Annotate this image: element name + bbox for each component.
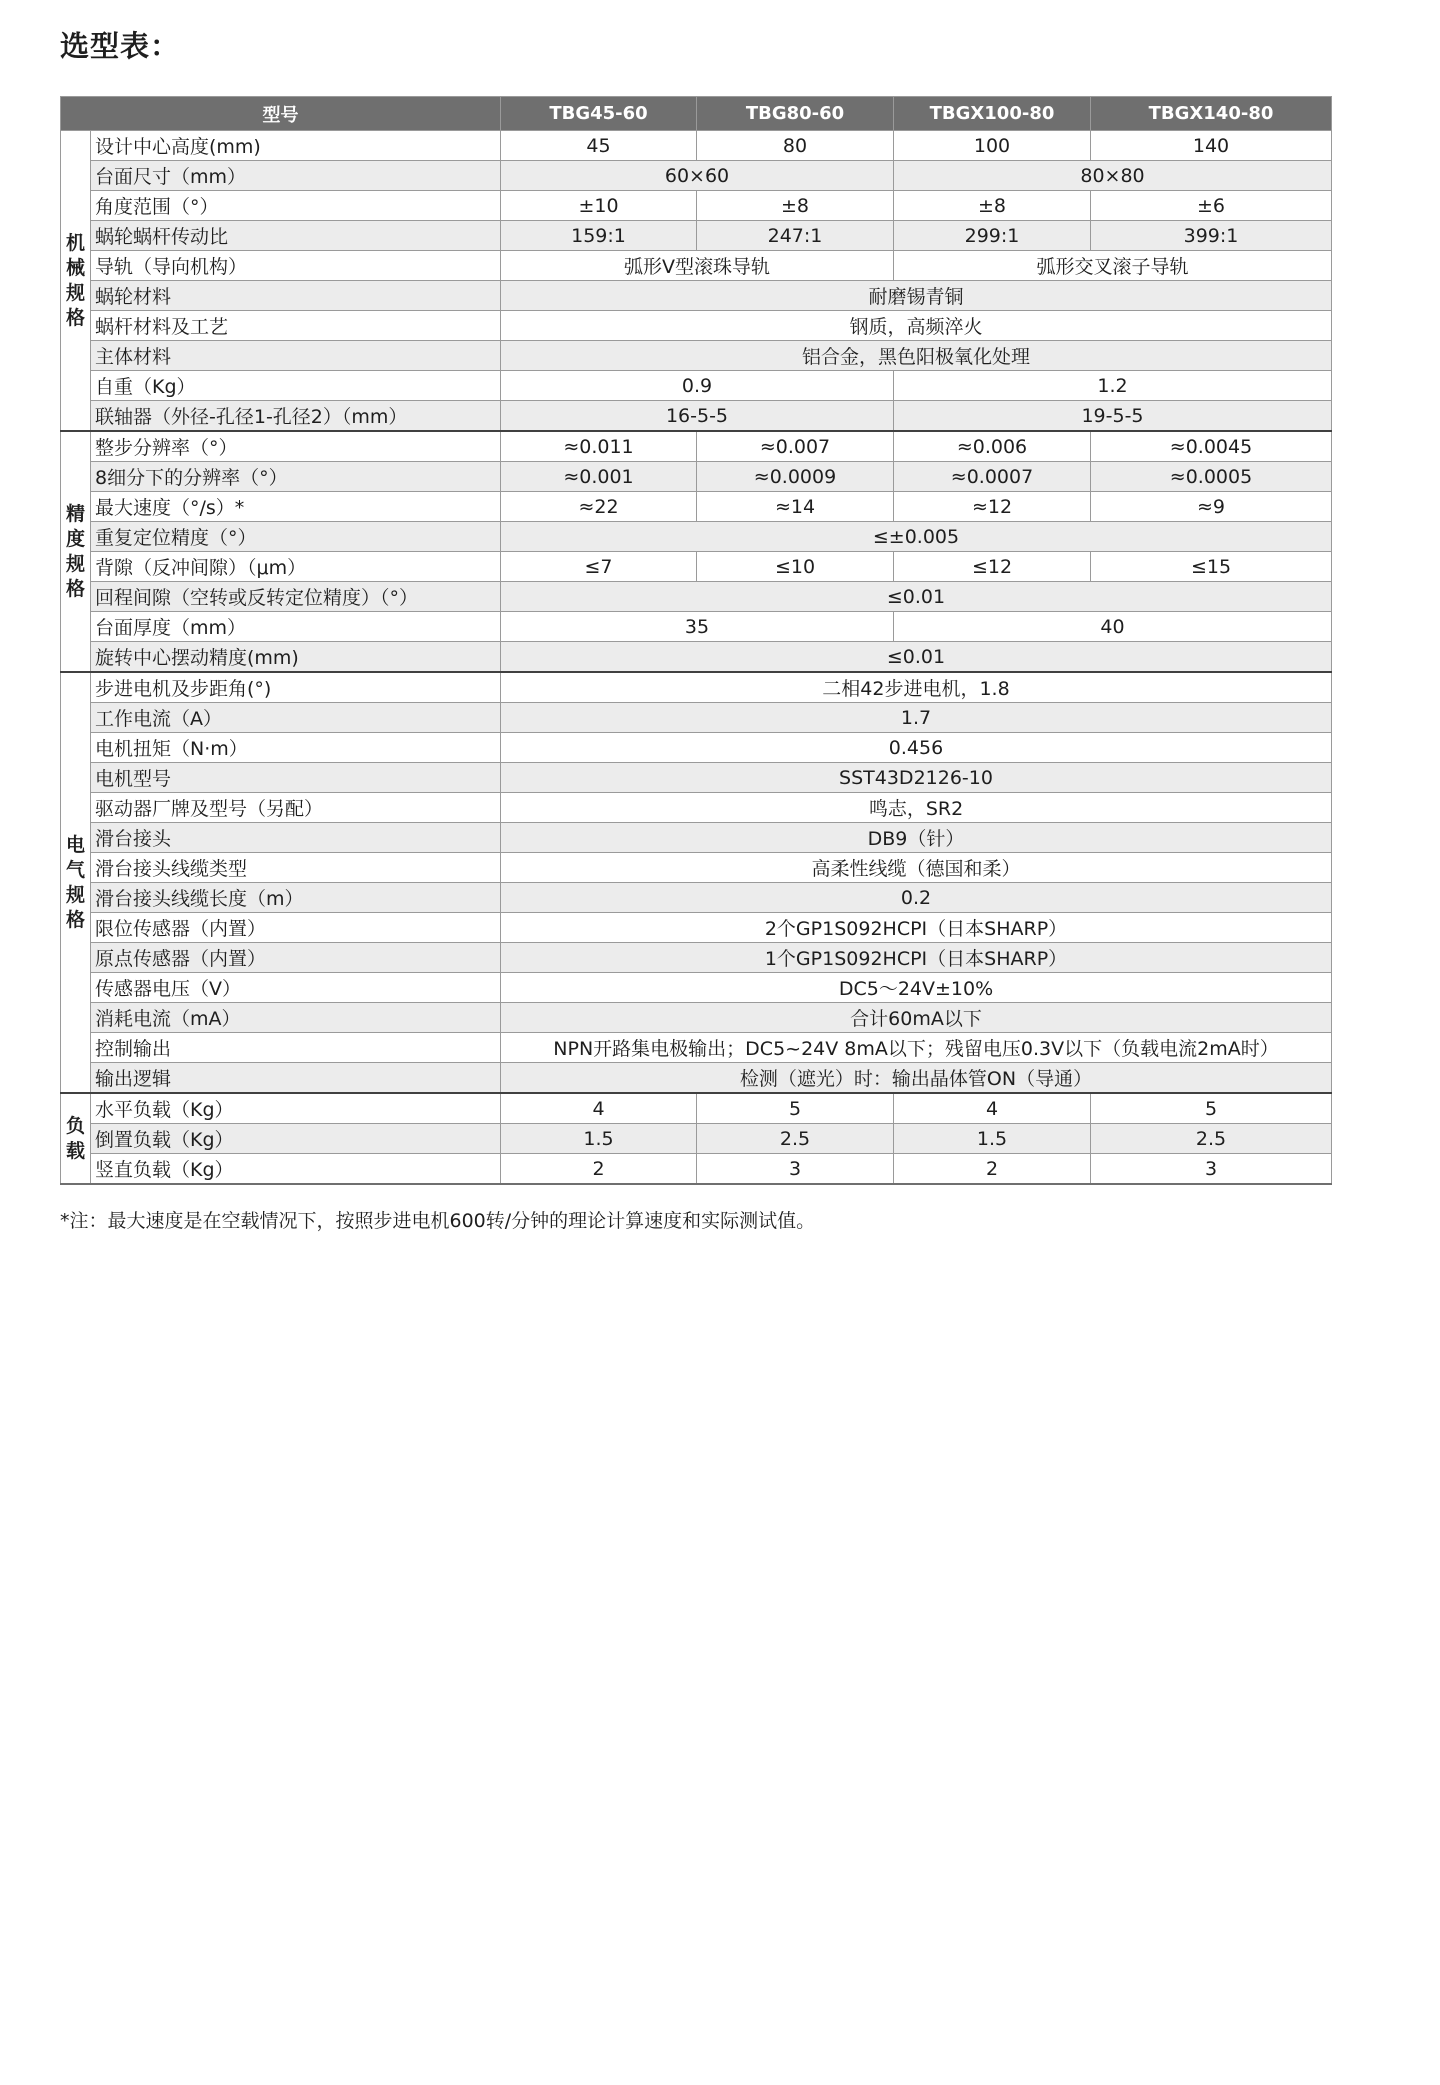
cell: 5 [697, 1093, 894, 1124]
cell: DC5～24V±10% [501, 973, 1332, 1003]
cell: 299:1 [894, 221, 1091, 251]
row-label: 电机型号 [91, 763, 501, 793]
table-row [61, 371, 1332, 401]
table-row [61, 1093, 1332, 1124]
cell: 16-5-5 [501, 401, 894, 432]
page-title: 选型表： [60, 29, 181, 63]
table-row [61, 793, 1332, 823]
cell: 4 [501, 1093, 697, 1124]
table-row [61, 552, 1332, 582]
cell: 0.456 [501, 733, 1332, 763]
cell: 1.5 [501, 1124, 697, 1154]
cell: ≈0.0007 [894, 462, 1091, 492]
row-label: 滑台接头线缆长度（m） [91, 883, 501, 913]
footnote: *注：最大速度是在空载情况下，按照步进电机600转/分钟的理论计算速度和实际测试值。 [60, 1210, 816, 1232]
cell: 检测（遮光）时：输出晶体管ON（导通） [501, 1063, 1332, 1094]
cell: ≈14 [697, 492, 894, 522]
cell: ±8 [894, 191, 1091, 221]
row-label: 输出逻辑 [91, 1063, 501, 1094]
table-row [61, 703, 1332, 733]
row-label: 蜗轮蜗杆传动比 [91, 221, 501, 251]
cell: ≈0.001 [501, 462, 697, 492]
cell: 5 [1091, 1093, 1332, 1124]
cell: 159:1 [501, 221, 697, 251]
row-label: 背隙（反冲间隙）（μm） [91, 552, 501, 582]
row-label: 工作电流（A） [91, 703, 501, 733]
table-row [61, 522, 1332, 552]
table-row [61, 161, 1332, 191]
row-label: 角度范围（°） [91, 191, 501, 221]
cell: ≈22 [501, 492, 697, 522]
cell: 1个GP1S092HCPI（日本SHARP） [501, 943, 1332, 973]
row-label: 台面厚度（mm） [91, 612, 501, 642]
cell: ≤0.01 [501, 582, 1332, 612]
row-label: 限位传感器（内置） [91, 913, 501, 943]
row-label: 水平负载（Kg） [91, 1093, 501, 1124]
row-label: 重复定位精度（°） [91, 522, 501, 552]
row-label: 滑台接头 [91, 823, 501, 853]
cell: 弧形交叉滚子导轨 [894, 251, 1332, 281]
cell: 2个GP1S092HCPI（日本SHARP） [501, 913, 1332, 943]
group-electrical: 电气规格 [61, 672, 91, 1093]
cell: DB9（针） [501, 823, 1332, 853]
cell: 40 [894, 612, 1332, 642]
cell: ≈0.011 [501, 431, 697, 462]
row-label: 台面尺寸（mm） [91, 161, 501, 191]
row-label: 消耗电流（mA） [91, 1003, 501, 1033]
cell: 铝合金，黑色阳极氧化处理 [501, 341, 1332, 371]
row-label: 联轴器（外径-孔径1-孔径2）（mm） [91, 401, 501, 432]
header-model-3: TBGX100-80 [894, 97, 1091, 131]
cell: 35 [501, 612, 894, 642]
table-row [61, 311, 1332, 341]
cell: ≤12 [894, 552, 1091, 582]
cell: 60×60 [501, 161, 894, 191]
row-label: 旋转中心摆动精度(mm) [91, 642, 501, 673]
cell: ≤15 [1091, 552, 1332, 582]
row-label: 蜗杆材料及工艺 [91, 311, 501, 341]
header-model-1: TBG45-60 [501, 97, 697, 131]
table-row [61, 943, 1332, 973]
table-row [61, 1003, 1332, 1033]
cell: 二相42步进电机，1.8 [501, 672, 1332, 703]
row-label: 导轨（导向机构） [91, 251, 501, 281]
table-row [61, 763, 1332, 793]
cell: ≈0.006 [894, 431, 1091, 462]
spec-table [60, 96, 1332, 1185]
row-label: 整步分辨率（°） [91, 431, 501, 462]
header-model-label: 型号 [61, 97, 501, 131]
row-label: 主体材料 [91, 341, 501, 371]
cell: ≤10 [697, 552, 894, 582]
table-row [61, 281, 1332, 311]
table-row [61, 612, 1332, 642]
row-label: 传感器电压（V） [91, 973, 501, 1003]
cell: NPN开路集电极输出；DC5~24V 8mA以下；残留电压0.3V以下（负载电流2mA时） [501, 1033, 1332, 1063]
table-row [61, 191, 1332, 221]
table-row [61, 973, 1332, 1003]
row-label: 回程间隙（空转或反转定位精度）（°） [91, 582, 501, 612]
table-row [61, 221, 1332, 251]
cell: 4 [894, 1093, 1091, 1124]
row-label: 竖直负载（Kg） [91, 1154, 501, 1185]
row-label: 控制输出 [91, 1033, 501, 1063]
header-model-2: TBG80-60 [697, 97, 894, 131]
cell: 80 [697, 131, 894, 161]
cell: 0.9 [501, 371, 894, 401]
cell: ≈12 [894, 492, 1091, 522]
row-label: 驱动器厂牌及型号（另配） [91, 793, 501, 823]
table-row [61, 341, 1332, 371]
cell: 鸣志，SR2 [501, 793, 1332, 823]
row-label: 原点传感器（内置） [91, 943, 501, 973]
table-row [61, 1033, 1332, 1063]
cell: 19-5-5 [894, 401, 1332, 432]
row-label: 步进电机及步距角(°) [91, 672, 501, 703]
row-label: 最大速度（°/s）* [91, 492, 501, 522]
cell: ≤±0.005 [501, 522, 1332, 552]
cell: ±8 [697, 191, 894, 221]
table-row [61, 462, 1332, 492]
row-label: 8细分下的分辨率（°） [91, 462, 501, 492]
group-load: 负载 [61, 1093, 91, 1184]
cell: 3 [697, 1154, 894, 1185]
cell: 140 [1091, 131, 1332, 161]
table-row [61, 672, 1332, 703]
table-row [61, 913, 1332, 943]
row-label: 电机扭矩（N·m） [91, 733, 501, 763]
cell: ≈0.007 [697, 431, 894, 462]
table-row [61, 642, 1332, 673]
row-label: 设计中心高度(mm) [91, 131, 501, 161]
cell: 1.2 [894, 371, 1332, 401]
cell: 247:1 [697, 221, 894, 251]
cell: ±10 [501, 191, 697, 221]
cell: 2 [501, 1154, 697, 1185]
cell: 高柔性线缆（德国和柔） [501, 853, 1332, 883]
table-row [61, 1124, 1332, 1154]
cell: ≈0.0009 [697, 462, 894, 492]
cell: SST43D2126-10 [501, 763, 1332, 793]
row-label: 自重（Kg） [91, 371, 501, 401]
row-label: 滑台接头线缆类型 [91, 853, 501, 883]
cell: ≤0.01 [501, 642, 1332, 673]
table-row [61, 582, 1332, 612]
group-mechanical: 机械规格 [61, 131, 91, 432]
cell: 80×80 [894, 161, 1332, 191]
cell: 2.5 [697, 1124, 894, 1154]
cell: ≈0.0005 [1091, 462, 1332, 492]
table-row [61, 431, 1332, 462]
table-row [61, 823, 1332, 853]
row-label: 蜗轮材料 [91, 281, 501, 311]
table-row [61, 1154, 1332, 1185]
table-header-row [61, 97, 1332, 131]
table-row [61, 401, 1332, 432]
cell: 1.5 [894, 1124, 1091, 1154]
cell: 0.2 [501, 883, 1332, 913]
table-row [61, 853, 1332, 883]
cell: 100 [894, 131, 1091, 161]
table-row [61, 1063, 1332, 1094]
cell: ≈9 [1091, 492, 1332, 522]
cell: 399:1 [1091, 221, 1332, 251]
cell: 合计60mA以下 [501, 1003, 1332, 1033]
cell: 45 [501, 131, 697, 161]
group-precision: 精度规格 [61, 431, 91, 672]
cell: 耐磨锡青铜 [501, 281, 1332, 311]
cell: 钢质，高频淬火 [501, 311, 1332, 341]
row-label: 倒置负载（Kg） [91, 1124, 501, 1154]
header-model-4: TBGX140-80 [1091, 97, 1332, 131]
cell: ≈0.0045 [1091, 431, 1332, 462]
table-row [61, 733, 1332, 763]
cell: 1.7 [501, 703, 1332, 733]
cell: 2.5 [1091, 1124, 1332, 1154]
cell: 3 [1091, 1154, 1332, 1185]
cell: ≤7 [501, 552, 697, 582]
cell: 弧形V型滚珠导轨 [501, 251, 894, 281]
table-row [61, 251, 1332, 281]
table-row [61, 883, 1332, 913]
table-row [61, 492, 1332, 522]
cell: ±6 [1091, 191, 1332, 221]
cell: 2 [894, 1154, 1091, 1185]
table-row [61, 131, 1332, 161]
